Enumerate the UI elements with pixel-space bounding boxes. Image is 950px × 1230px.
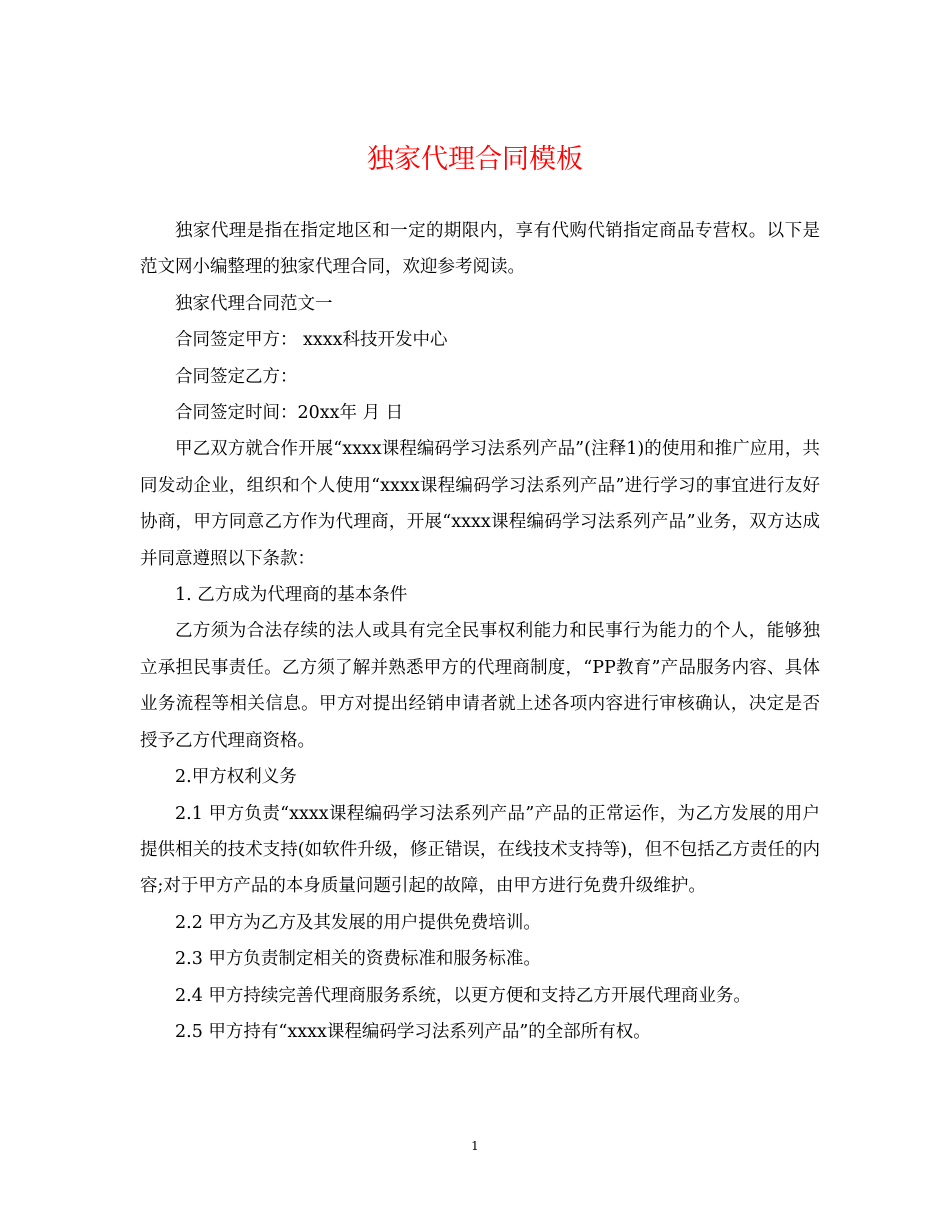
clause-2-3: 2.3 甲方负责制定相关的资费标准和服务标准。 [175, 949, 541, 970]
intro-paragraph: 独家代理是指在指定地区和一定的期限内，享有代购代销指定商品专营权。以下是范文网小编整理的独家代理合同，欢迎参考阅读。 [140, 221, 820, 278]
section-2-heading: 2.甲方权利义务 [175, 767, 297, 788]
document-title: 独家代理合同模板 [367, 144, 583, 175]
clause-2-2: 2.2 甲方为乙方及其发展的用户提供免费培训。 [175, 912, 541, 933]
section-1-heading: 1. 乙方成为代理商的基本条件 [175, 585, 408, 606]
clause-2-5: 2.5 甲方持有“xxxx课程编码学习法系列产品”的全部所有权。 [175, 1021, 651, 1042]
document-body [140, 213, 820, 1050]
party-b-line: 合同签定乙方： [175, 366, 298, 387]
sample-heading: 独家代理合同范文一 [175, 293, 333, 314]
clause-2-4: 2.4 甲方持续完善代理商服务系统，以更方便和支持乙方开展代理商业务。 [175, 985, 751, 1006]
preamble-paragraph: 甲乙双方就合作开展“xxxx课程编码学习法系列产品”(注释1)的使用和推广应用，共同发动企业，组织和个人使用“xxxx课程编码学习法系列产品”进行学习的事宜进行友好协商，甲方同意乙方作为代理商，开展“xxxx课程编码学习法系列产品”业务，双方达成并同意遵照以下条款： [140, 439, 820, 569]
section-1-paragraph: 乙方须为合法存续的法人或具有完全民事权利能力和民事行为能力的个人，能够独立承担民事责任。乙方须了解并熟悉甲方的代理商制度，“PP教育”产品服务内容、具体业务流程等相关信息。甲方对提出经销申请者就上述各项内容进行审核确认，决定是否授予乙方代理商资格。 [140, 621, 820, 751]
clause-2-1: 2.1 甲方负责“xxxx课程编码学习法系列产品”产品的正常运作，为乙方发展的用户提供相关的技术支持(如软件升级，修正错误，在线技术支持等)，但不包括乙方责任的内容;对于甲方产品的本身质量问题引起的故障，由甲方进行免费升级维护。 [140, 803, 820, 897]
sign-date-line: 合同签定时间：20xx年 月 日 [175, 403, 404, 424]
page-number: 1 [471, 1139, 479, 1153]
party-a-line: 合同签定甲方： xxxx科技开发中心 [175, 330, 448, 351]
